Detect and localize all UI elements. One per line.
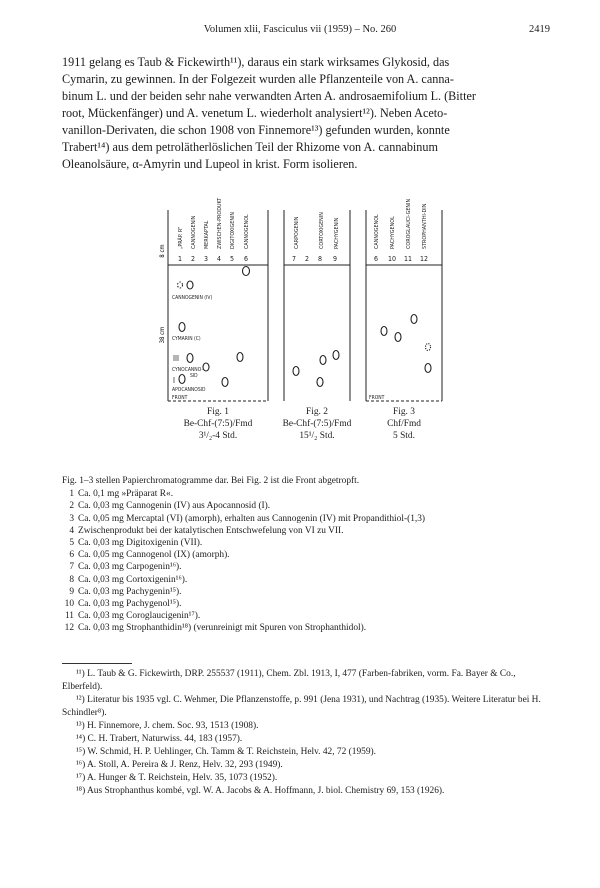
spot: [243, 267, 250, 276]
legend-number: 5: [69, 538, 74, 549]
lane-label: ZWISCHEN-PRODUKT: [217, 197, 223, 249]
lane-number: 6: [243, 255, 249, 263]
lane-number: 6: [373, 255, 379, 263]
fig3-lane-labels: [374, 199, 428, 249]
fig2-lane-numbers: [292, 255, 337, 263]
mark-I: I: [173, 376, 175, 385]
fig2-lane-labels: [294, 212, 340, 249]
footnote: ¹⁵) W. Schmid, H. P. Uehlinger, Ch. Tamm & T. Reichstein, Helv. 42, 72 (1959).: [76, 747, 376, 757]
body-line: Trabert¹⁴) aus dem petrolätherlöslichen Teil der Rhizome von A. cannabinum: [62, 140, 438, 154]
lane-number: 5: [229, 255, 235, 263]
spot: [317, 378, 323, 387]
lane-label: PACHYGENIN: [334, 217, 340, 249]
spot: [179, 375, 185, 384]
chromatogram-figure: [159, 197, 450, 465]
spot-label: CYNOCANNO-: [172, 367, 203, 373]
spot: [179, 323, 185, 332]
spot: [293, 367, 299, 376]
lane-label: CANNOGENOL: [244, 214, 250, 249]
fig3-time: 5 Std.: [393, 431, 415, 441]
footnote-divider: [62, 663, 132, 664]
footnote: ¹⁸) Aus Strophanthus kombé, vgl. W. A. Jacobs & A. Hoffmann, J. biol. Chemistry 69, 153 (1926).: [76, 786, 445, 796]
spot-faint: [178, 282, 183, 288]
legend-item: [62, 549, 562, 561]
spot: [320, 356, 326, 365]
footnote: ¹⁴) C. H. Trabert, Naturwiss. 44, 183 (1957).: [76, 734, 243, 744]
fig1-lane-numbers: [178, 255, 248, 263]
footnote: ¹¹) L. Taub & G. Fickewirth, DRP. 255537 (1911), Chem. Zbl. 1913, I, 477 (Farben-fabriken, vorm. Fa. Bayer & Co., Elberfeld).: [62, 669, 516, 692]
legend-intro: Fig. 1–3 stellen Papierchromatogramme dar. Bei Fig. 2 ist die Front abgetropft.: [62, 476, 360, 486]
legend-item: [62, 488, 562, 500]
lane-number: 11: [403, 255, 413, 263]
legend-text: Zwischenprodukt bei der katalytischen Entschwefelung von VI zu VII.: [78, 525, 344, 536]
legend-item: [62, 622, 562, 634]
legend-number: 8: [69, 574, 74, 585]
lane-label: STROPHANTHI-DIN: [422, 203, 428, 249]
lane-number: 12: [419, 255, 429, 263]
fig1-time: 3¹/₂-4 Std.: [198, 431, 238, 441]
lane-label: CORTOXIGENIN: [319, 212, 325, 249]
fig1-lane-labels: [177, 198, 250, 249]
fig3-solvent: Chf/Fmd: [387, 419, 421, 429]
fig2-solvent: Be-Chf-(7:5)/Fmd: [282, 419, 352, 429]
mark-III: III: [173, 354, 179, 363]
lane-label: DIGITOXIGENIN: [230, 211, 236, 249]
fig1-solvent: Be-Chf-(7:5)/Fmd: [183, 419, 253, 429]
fig2-spots: [293, 351, 339, 387]
spot-label: CYMARIN (C): [172, 336, 201, 342]
legend-number: 4: [69, 525, 74, 536]
footnote: ¹⁷) A. Hunger & T. Reichstein, Helv. 35, 1073 (1952).: [76, 773, 278, 783]
spot: [237, 353, 243, 362]
lane-number: 4: [216, 255, 222, 263]
legend-item: [62, 586, 562, 598]
legend-text: Ca. 0,03 mg Strophanthidin¹⁸) (verunreinigt mit Spuren von Strophanthidol).: [78, 623, 367, 634]
legend-item: [62, 610, 562, 622]
legend-text: Ca. 0,03 mg Pachygenol¹⁵).: [78, 599, 182, 610]
footnote: ¹²) Literatur bis 1935 vgl. C. Wehmer, Die Pflanzenstoffe, p. 991 (Jena 1931), und Nachtrag (1935). Weitere Literatur bei H. Schindler⁸).: [62, 695, 541, 718]
spot-label: CANNOGENIN (IV): [172, 295, 213, 301]
lane-label: CANNOGENOL: [374, 214, 380, 249]
fig1-spot-labels: [172, 295, 212, 401]
lane-number: 10: [387, 255, 397, 263]
legend-item: [62, 537, 562, 549]
body-line: Oleanolsäure, α-Amyrin und Lupeol in krist. Form isolieren.: [62, 157, 358, 171]
spot: [187, 354, 193, 363]
legend-item: [62, 598, 562, 610]
legend-number: 10: [64, 599, 74, 610]
spot: [381, 327, 387, 336]
legend-number: 9: [69, 586, 74, 597]
legend-text: Ca. 0,1 mg »Präparat R«.: [78, 489, 174, 500]
lane-number: 8: [317, 255, 323, 263]
spot: [203, 363, 209, 371]
legend-number: 6: [69, 550, 74, 561]
spot: [333, 351, 339, 360]
spot-label: APOCANNOSID: [172, 387, 206, 393]
lane-number: 1: [177, 255, 183, 263]
lane-label: „PRÄP. R“: [178, 226, 184, 249]
lane-number: 3: [203, 255, 209, 263]
running-header: [0, 24, 600, 40]
scale-top-label: 8 cm: [159, 244, 166, 258]
spot-faint: [426, 344, 431, 351]
legend-item: [62, 574, 562, 586]
lane-number: 2: [304, 255, 310, 263]
legend-text: Ca. 0,03 mg Digitoxigenin (VII).: [78, 538, 203, 549]
footnote: ¹⁶) A. Stoll, A. Pereira & J. Renz, Helv. 32, 293 (1949).: [76, 760, 283, 770]
legend-item: [62, 525, 562, 537]
body-line: Cymarin, zu gewinnen. In der Folgezeit wurden alle Pflanzenteile von A. canna-: [62, 72, 454, 86]
footnotes: [62, 668, 542, 798]
legend-number: 11: [64, 611, 74, 622]
lane-number: 7: [291, 255, 297, 263]
legend-number: 2: [69, 501, 74, 512]
spot: [395, 333, 401, 342]
legend-text: Ca. 0,03 mg Coroglaucigenin¹⁷).: [78, 611, 201, 622]
legend-number: 1: [69, 489, 74, 500]
page-number: 2419: [529, 24, 550, 35]
spot: [411, 315, 417, 324]
fig1-title: Fig. 1: [207, 407, 229, 417]
legend-number: 3: [69, 513, 74, 524]
legend-item: [62, 561, 562, 573]
legend-item: [62, 513, 562, 525]
figure-captions: [184, 407, 422, 441]
spot: [187, 281, 193, 289]
legend-number: 12: [64, 623, 74, 634]
spot-label: FRONT: [172, 395, 188, 401]
legend-text: Ca. 0,03 mg Cortoxigenin¹⁶).: [78, 574, 188, 585]
lane-label: CARPOGENIN: [294, 216, 300, 249]
footnote: ¹³) H. Finnemore, J. chem. Soc. 93, 1513 (1908).: [76, 721, 259, 731]
fig3-lane-numbers: [374, 255, 428, 263]
body-line: binum L. und der beiden sehr nahe verwandten Arten A. androsaemifolium L. (Bitter: [62, 89, 476, 103]
figure-legend: [62, 475, 562, 635]
fig3-title: Fig. 3: [393, 407, 415, 417]
fig2-time: 15¹/₂ Std.: [299, 431, 335, 441]
legend-text: Ca. 0,03 mg Cannogenin (IV) aus Apocannosid (I).: [78, 501, 271, 512]
scale-main-label: 38 cm: [159, 326, 166, 344]
legend-text: Ca. 0,05 mg Cannogenol (IX) (amorph).: [78, 550, 230, 561]
body-paragraph: [62, 54, 542, 173]
lane-number: 9: [332, 255, 338, 263]
legend-text: Ca. 0,05 mg Mercaptal (VI) (amorph), erhalten aus Cannogenin (IV) mit Propandithiol-(1,3): [78, 513, 426, 524]
body-line: root, Mückenfänger) und A. venetum L. wiederholt analysiert¹²). Neben Aceto-: [62, 106, 448, 120]
legend-number: 7: [69, 562, 74, 573]
legend-text: Ca. 0,03 mg Carpogenin¹⁶).: [78, 562, 182, 573]
running-head: Volumen xlii, Fasciculus vii (1959) – No. 260: [203, 24, 397, 35]
lane-number: 2: [190, 255, 196, 263]
lane-label: COROGLAUCI-GENIN: [406, 198, 412, 249]
legend-text: Ca. 0,03 mg Pachygenin¹⁵).: [78, 586, 182, 597]
lane-label: PACHYGENOL: [390, 216, 396, 249]
spot-label: SID: [190, 373, 198, 379]
fig2-title: Fig. 2: [306, 407, 328, 417]
body-line: vanillon-Derivaten, die schon 1908 von Finnemore¹³) gefunden wurden, konnte: [62, 123, 450, 137]
chromatogram-svg: [159, 197, 450, 465]
spot: [222, 378, 228, 387]
body-line: 1911 gelang es Taub & Fickewirth¹¹), daraus ein stark wirksames Glykosid, das: [62, 55, 450, 69]
fig3-spots: [381, 315, 431, 373]
legend-item: [62, 500, 562, 512]
spot: [425, 364, 431, 373]
lane-label: CANNOGENIN: [191, 215, 197, 249]
lane-label: MERKAPTAL: [204, 220, 210, 249]
fig3-front-label: FRONT: [369, 395, 385, 401]
